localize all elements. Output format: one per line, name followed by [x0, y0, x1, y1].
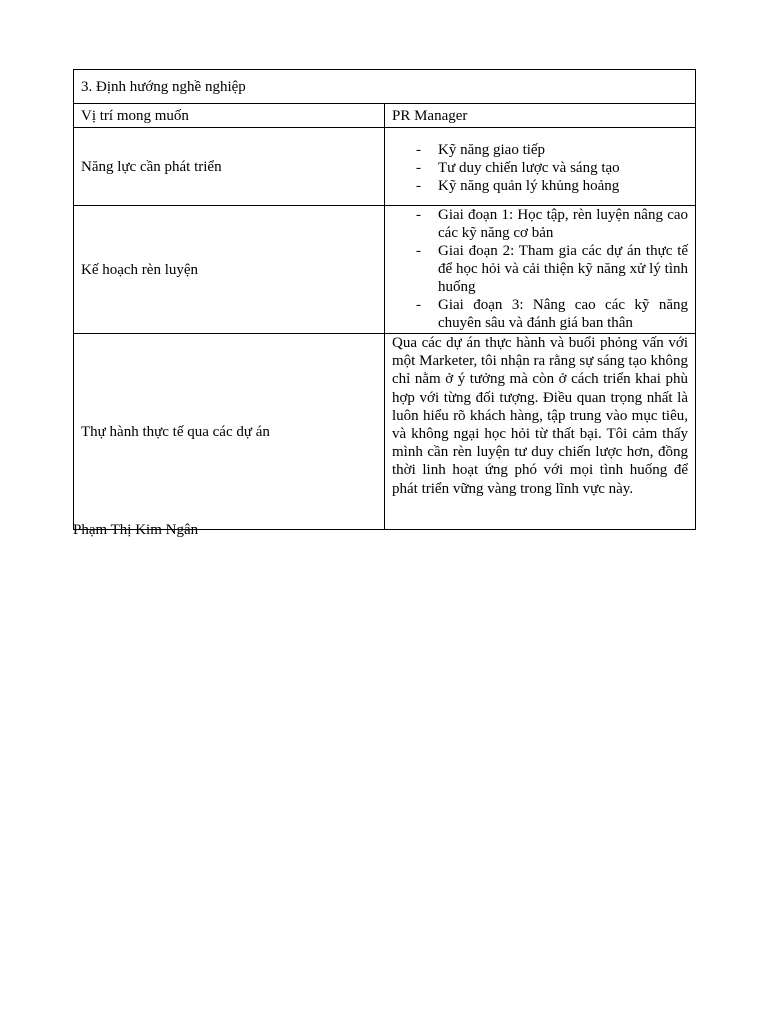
author-name: Phạm Thị Kim Ngân — [73, 522, 199, 538]
skills-cell — [385, 128, 696, 206]
career-orientation-table — [73, 69, 696, 530]
skills-label: Năng lực cần phát triển — [74, 128, 385, 206]
table-row — [74, 334, 696, 530]
practice-text: Qua các dự án thực hành và buổi phỏng vấn với một Marketer, tôi nhận ra rằng sự sáng tạo không chỉ nằm ở ý tưởng mà còn ở cách triển khai phù hợp với từng đối tượng. Điều quan trọng nhất là luôn hiểu rõ khách hàng, tập trung vào mục tiêu, và không ngại học hỏi từ thất bại. Tôi cảm thấy mình cần rèn luyện tư duy chiến lược hơn, đồng thời linh hoạt ứng phó với mọi tình huống để phát triển vững vàng trong lĩnh vực này. — [392, 335, 689, 497]
list-item: - Kỹ năng quản lý khủng hoảng — [416, 177, 688, 195]
list-item: - Giai đoạn 1: Học tập, rèn luyện nâng cao các kỹ năng cơ bản — [416, 206, 688, 242]
table-row — [74, 128, 696, 206]
table-row — [74, 104, 696, 128]
list-item: - Giai đoạn 2: Tham gia các dự án thực tế để học hỏi và cải thiện kỹ năng xử lý tình huống — [416, 242, 688, 296]
list-item: - Giai đoạn 3: Nâng cao các kỹ năng chuyên sâu và đánh giá ban thân — [416, 296, 688, 332]
practice-cell — [385, 334, 696, 530]
position-label: Vị trí mong muốn — [74, 104, 385, 128]
table-row — [74, 206, 696, 334]
practice-label: Thự hành thực tế qua các dự án — [74, 334, 385, 530]
skills-list — [392, 141, 688, 195]
table-row — [74, 70, 696, 104]
plan-cell — [385, 206, 696, 334]
list-item: - Kỹ năng giao tiếp — [416, 141, 688, 159]
section-title: 3. Định hướng nghề nghiệp — [74, 70, 696, 104]
list-item: - Tư duy chiến lược và sáng tạo — [416, 159, 688, 177]
plan-list — [392, 206, 688, 332]
position-value: PR Manager — [385, 104, 696, 128]
plan-label: Kế hoạch rèn luyện — [74, 206, 385, 334]
